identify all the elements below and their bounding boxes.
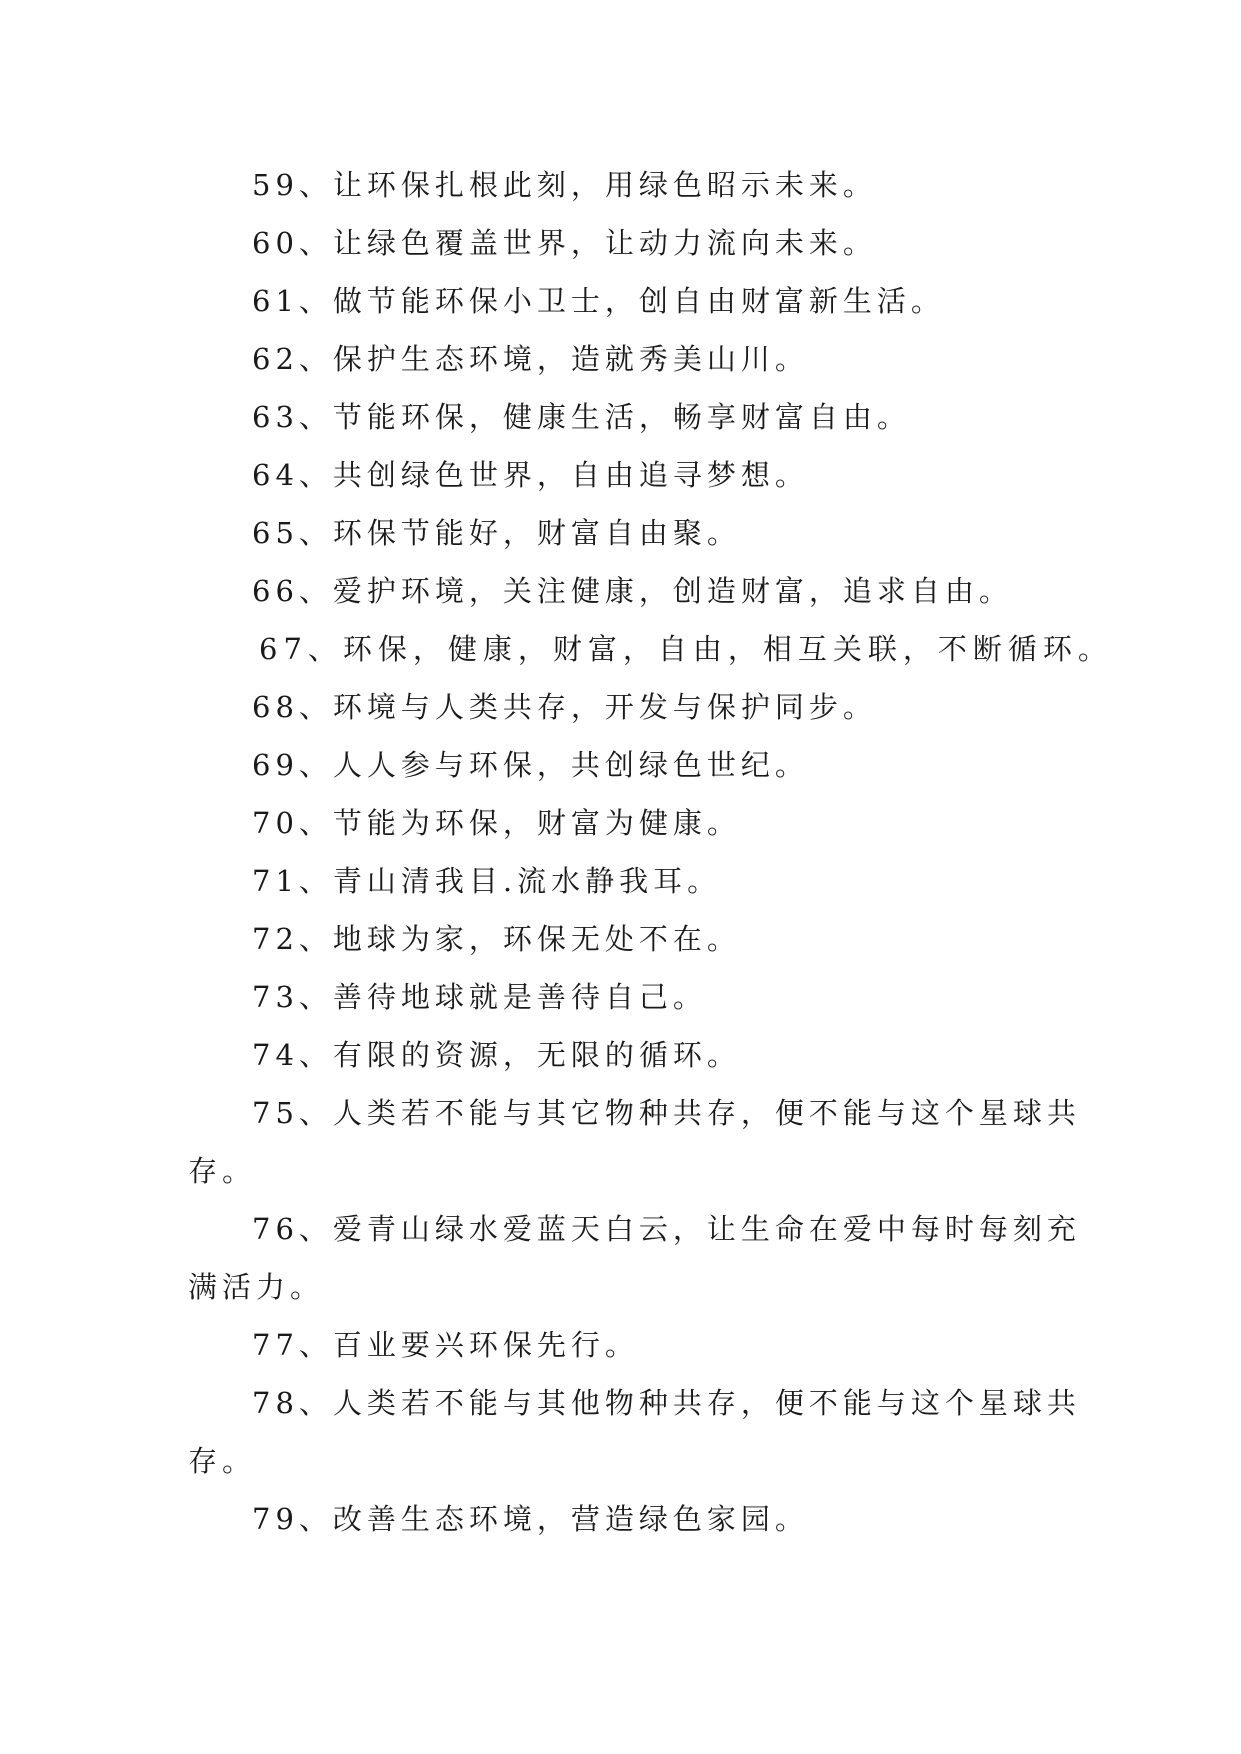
slogan-62: 62、保护生态环境，造就秀美山川。 (252, 342, 809, 376)
slogan-63: 63、节能环保，健康生活，畅享财富自由。 (252, 400, 911, 434)
slogan-74: 74、有限的资源，无限的循环。 (252, 1038, 741, 1072)
slogan-75-continuation: 存。 (188, 1154, 257, 1188)
slogan-76-continuation: 满活力。 (188, 1270, 325, 1304)
slogan-list (188, 156, 1113, 1548)
slogan-69: 69、人人参与环保，共创绿色世纪。 (252, 748, 809, 782)
slogan-70: 70、节能为环保，财富为健康。 (252, 806, 741, 840)
slogan-61: 61、做节能环保小卫士，创自由财富新生活。 (252, 284, 945, 318)
slogan-68: 68、环境与人类共存，开发与保护同步。 (252, 690, 877, 724)
slogan-76: 76、爱青山绿水爱蓝天白云，让生命在爱中每时每刻充 (252, 1212, 1081, 1246)
slogan-66: 66、爱护环境，关注健康，创造财富，追求自由。 (252, 574, 1013, 608)
slogan-77: 77、百业要兴环保先行。 (252, 1328, 639, 1362)
slogan-71: 71、青山清我目.流水静我耳。 (252, 864, 722, 898)
slogan-67: 67、环保，健康，财富，自由，相互关联，不断循环。 (259, 632, 1113, 666)
slogan-79: 79、改善生态环境，营造绿色家园。 (252, 1502, 809, 1536)
slogan-72: 72、地球为家，环保无处不在。 (252, 922, 741, 956)
slogan-78: 78、人类若不能与其他物种共存，便不能与这个星球共 (252, 1386, 1081, 1420)
slogan-73: 73、善待地球就是善待自己。 (252, 980, 707, 1014)
slogan-65: 65、环保节能好，财富自由聚。 (252, 516, 741, 550)
slogan-75: 75、人类若不能与其它物种共存，便不能与这个星球共 (252, 1096, 1081, 1130)
slogan-78-continuation: 存。 (188, 1444, 257, 1478)
slogan-64: 64、共创绿色世界，自由追寻梦想。 (252, 458, 809, 492)
slogan-59: 59、让环保扎根此刻，用绿色昭示未来。 (252, 168, 877, 202)
slogan-60: 60、让绿色覆盖世界，让动力流向未来。 (252, 226, 877, 260)
